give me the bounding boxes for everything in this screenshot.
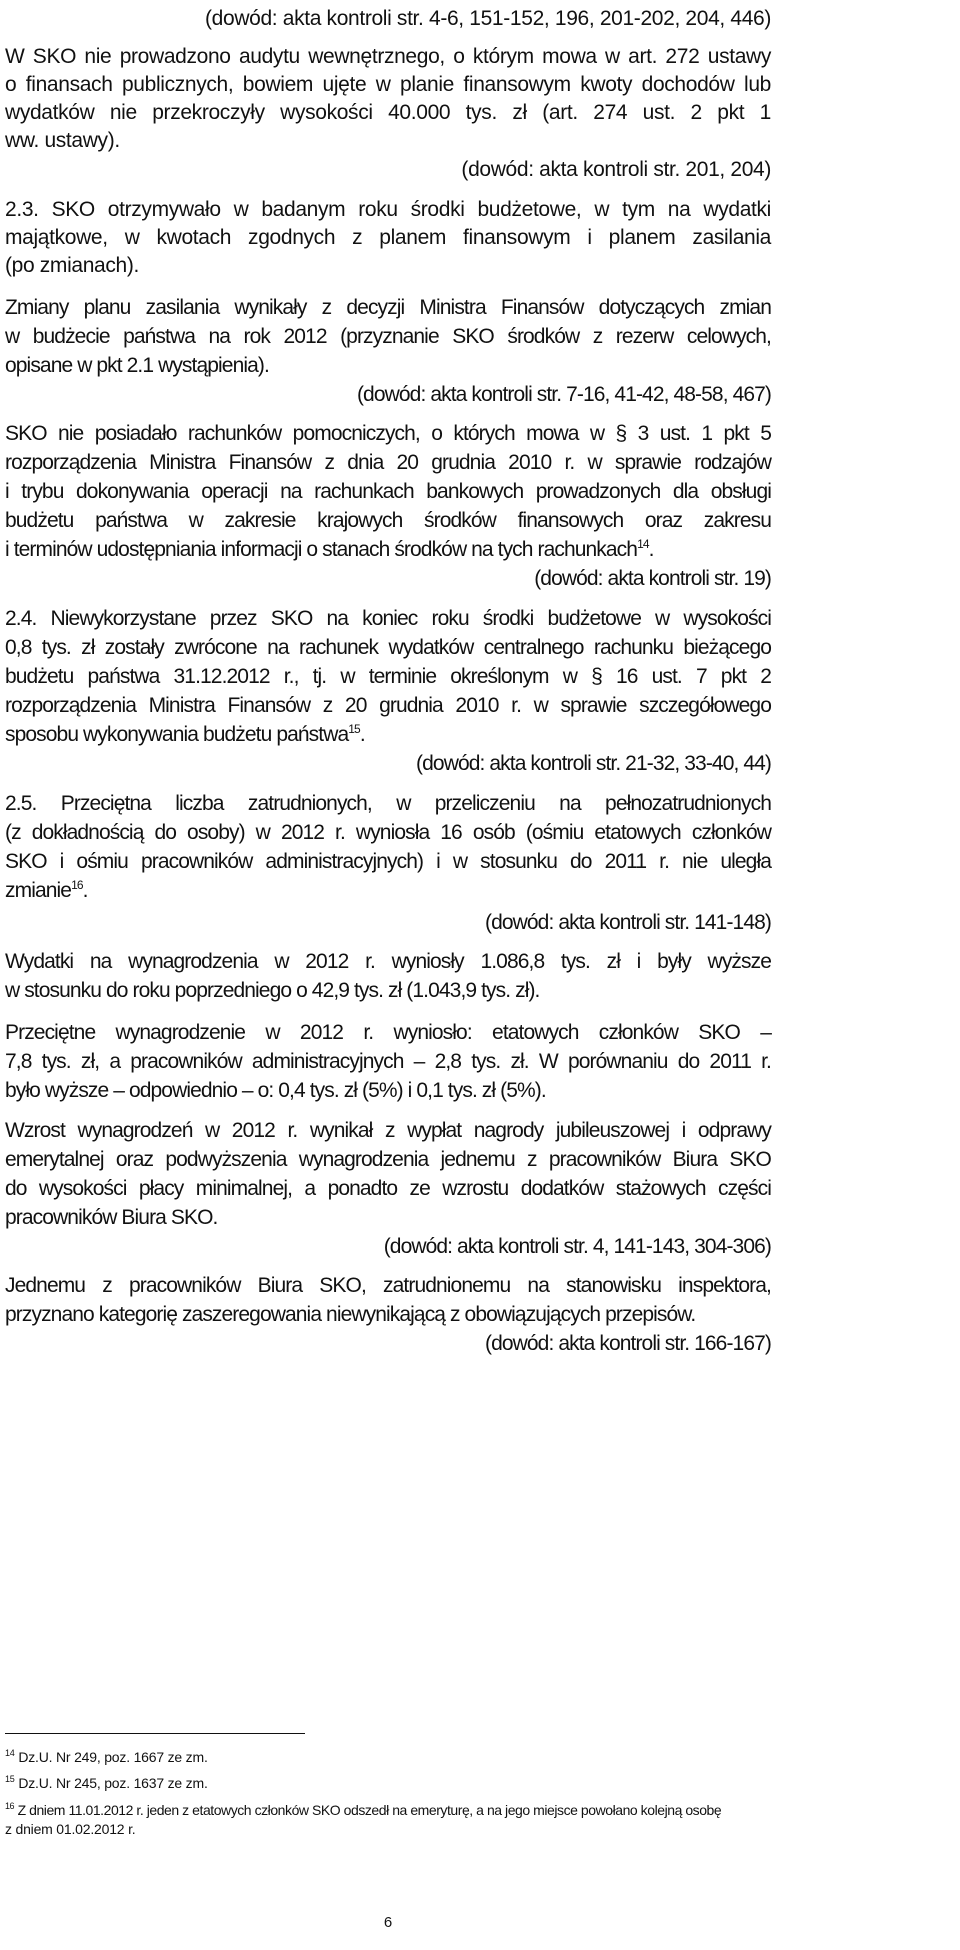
- paragraph-line: budżetu państwa w zakresie krajowych środków finansowych oraz zakresu: [5, 509, 771, 532]
- footnote-16: [5, 1801, 771, 1819]
- footnote-15: [5, 1774, 771, 1792]
- paragraph-line: pracowników Biura SKO.: [5, 1206, 218, 1229]
- paragraph-line: rozporządzenia Ministra Finansów z dnia 20 grudnia 2010 r. w sprawie rodzajów: [5, 451, 771, 474]
- paragraph-line: 0,8 tys. zł zostały zwrócone na rachunek wydatków centralnego rachunku bieżącego: [5, 636, 771, 659]
- paragraph-line: opisane w pkt 2.1 wystąpienia).: [5, 354, 269, 377]
- page-number: 6: [383, 1914, 393, 1931]
- paragraph-line: ww. ustawy).: [5, 129, 120, 152]
- paragraph-line: 7,8 tys. zł, a pracowników administracyjnych – 2,8 tys. zł. W porównaniu do 2011 r.: [5, 1050, 771, 1073]
- paragraph-line: Zmiany planu zasilania wynikały z decyzji Ministra Finansów dotyczących zmian: [5, 296, 771, 319]
- paragraph-line: (z dokładnością do osoby) w 2012 r. wyniosła 16 osób (ośmiu etatowych członków: [5, 821, 771, 844]
- paragraph-line: Przeciętne wynagrodzenie w 2012 r. wyniosło: etatowych członków SKO –: [5, 1021, 771, 1044]
- paragraph-line: przyznano kategorię zaszeregowania niewynikającą z obowiązujących przepisów.: [5, 1303, 696, 1326]
- footnote-separator: [5, 1733, 305, 1734]
- paragraph-line: majątkowe, w kwotach zgodnych z planem finansowym i planem zasilania: [5, 226, 771, 249]
- paragraph-line: o finansach publicznych, bowiem ujęte w planie finansowym kwoty dochodów lub: [5, 73, 771, 96]
- footnote-number: 15: [5, 1774, 15, 1784]
- evidence-citation: (dowód: akta kontroli str. 201, 204): [461, 158, 771, 181]
- paragraph-line: 2.4. Niewykorzystane przez SKO na koniec roku środki budżetowe w wysokości: [5, 607, 771, 630]
- paragraph-line: wydatków nie przekroczyły wysokości 40.000 tys. zł (art. 274 ust. 2 pkt 1: [5, 101, 771, 124]
- footnote-ref[interactable]: 15: [348, 722, 360, 736]
- paragraph-line: i trybu dokonywania operacji na rachunkach bankowych prowadzonych dla obsługi: [5, 480, 771, 503]
- paragraph-line: W SKO nie prowadzono audytu wewnętrznego, o którym mowa w art. 272 ustawy: [5, 45, 771, 68]
- footnote-text: Dz.U. Nr 245, poz. 1637 ze zm.: [18, 1775, 208, 1791]
- paragraph-line-text: i terminów udostępniania informacji o stanach środków na tych rachunkach: [5, 538, 638, 561]
- paragraph-line: 2.5. Przeciętna liczba zatrudnionych, w przeliczeniu na pełnozatrudnionych: [5, 792, 771, 815]
- paragraph-line: było wyższe – odpowiednio – o: 0,4 tys. zł (5%) i 0,1 tys. zł (5%).: [5, 1079, 546, 1102]
- evidence-citation: (dowód: akta kontroli str. 166-167): [484, 1332, 771, 1355]
- footnote-ref[interactable]: 16: [71, 878, 83, 892]
- paragraph-line: do wysokości płacy minimalnej, a ponadto ze wzrostu dodatków stażowych części: [5, 1177, 771, 1200]
- footnote-text: Dz.U. Nr 249, poz. 1667 ze zm.: [18, 1749, 208, 1765]
- paragraph-line: w stosunku do roku poprzedniego o 42,9 tys. zł (1.043,9 tys. zł).: [5, 979, 540, 1002]
- evidence-citation: (dowód: akta kontroli str. 4-6, 151-152, 196, 201-202, 204, 446): [205, 7, 771, 30]
- paragraph-line: sposobu wykonywania budżetu państwa$^{15}$.: [5, 722, 365, 746]
- paragraph-line-text: sposobu wykonywania budżetu państwa: [5, 723, 349, 746]
- footnote-number: 14: [5, 1748, 15, 1758]
- evidence-citation: (dowód: akta kontroli str. 141-148): [484, 911, 771, 934]
- paragraph-line: SKO i ośmiu pracowników administracyjnych) i w stosunku do 2011 r. nie uległa: [5, 850, 771, 873]
- evidence-citation: (dowód: akta kontroli str. 7-16, 41-42, 48-58, 467): [356, 383, 771, 406]
- footnote-ref[interactable]: 14: [637, 537, 649, 551]
- paragraph-line: Jednemu z pracowników Biura SKO, zatrudnionemu na stanowisku inspektora,: [5, 1274, 771, 1297]
- paragraph-line: SKO nie posiadało rachunków pomocniczych, o których mowa w § 3 ust. 1 pkt 5: [5, 422, 771, 445]
- paragraph-line-text: zmianie: [5, 879, 72, 902]
- footnote-number: 16: [5, 1801, 15, 1811]
- paragraph-line: zmianie$^{16}$.: [5, 878, 88, 902]
- paragraph-line: 2.3. SKO otrzymywało w badanym roku środki budżetowe, w tym na wydatki: [5, 198, 771, 221]
- footnote-16-continued: z dniem 01.02.2012 r.: [5, 1821, 136, 1837]
- paragraph-line: w budżecie państwa na rok 2012 (przyznanie SKO środków z rezerw celowych,: [5, 325, 771, 348]
- paragraph-line: rozporządzenia Ministra Finansów z 20 grudnia 2010 r. w sprawie szczegółowego: [5, 694, 771, 717]
- paragraph-line: Wzrost wynagrodzeń w 2012 r. wynikał z wypłat nagrody jubileuszowej i odprawy: [5, 1119, 771, 1142]
- paragraph-line: emerytalnej oraz podwyższenia wynagrodzenia jednemu z pracowników Biura SKO: [5, 1148, 771, 1171]
- evidence-citation: (dowód: akta kontroli str. 19): [534, 567, 771, 590]
- paragraph-line: (po zmianach).: [5, 254, 139, 277]
- footnote-text: Z dniem 11.01.2012 r. jeden z etatowych członków SKO odszedł na emeryturę, a na jego miejsce powołano kolejną osobę: [17, 1802, 722, 1818]
- paragraph-line: i terminów udostępniania informacji o stanach środków na tych rachunkach$^{14}$.: [5, 537, 654, 561]
- paragraph-line: budżetu państwa 31.12.2012 r., tj. w terminie określonym w § 16 ust. 7 pkt 2: [5, 665, 771, 688]
- evidence-citation: (dowód: akta kontroli str. 21-32, 33-40, 44): [416, 752, 771, 775]
- footnote-14: [5, 1748, 771, 1766]
- evidence-citation: (dowód: akta kontroli str. 4, 141-143, 304-306): [383, 1235, 771, 1258]
- paragraph-line: Wydatki na wynagrodzenia w 2012 r. wyniosły 1.086,8 tys. zł i były wyższe: [5, 950, 771, 973]
